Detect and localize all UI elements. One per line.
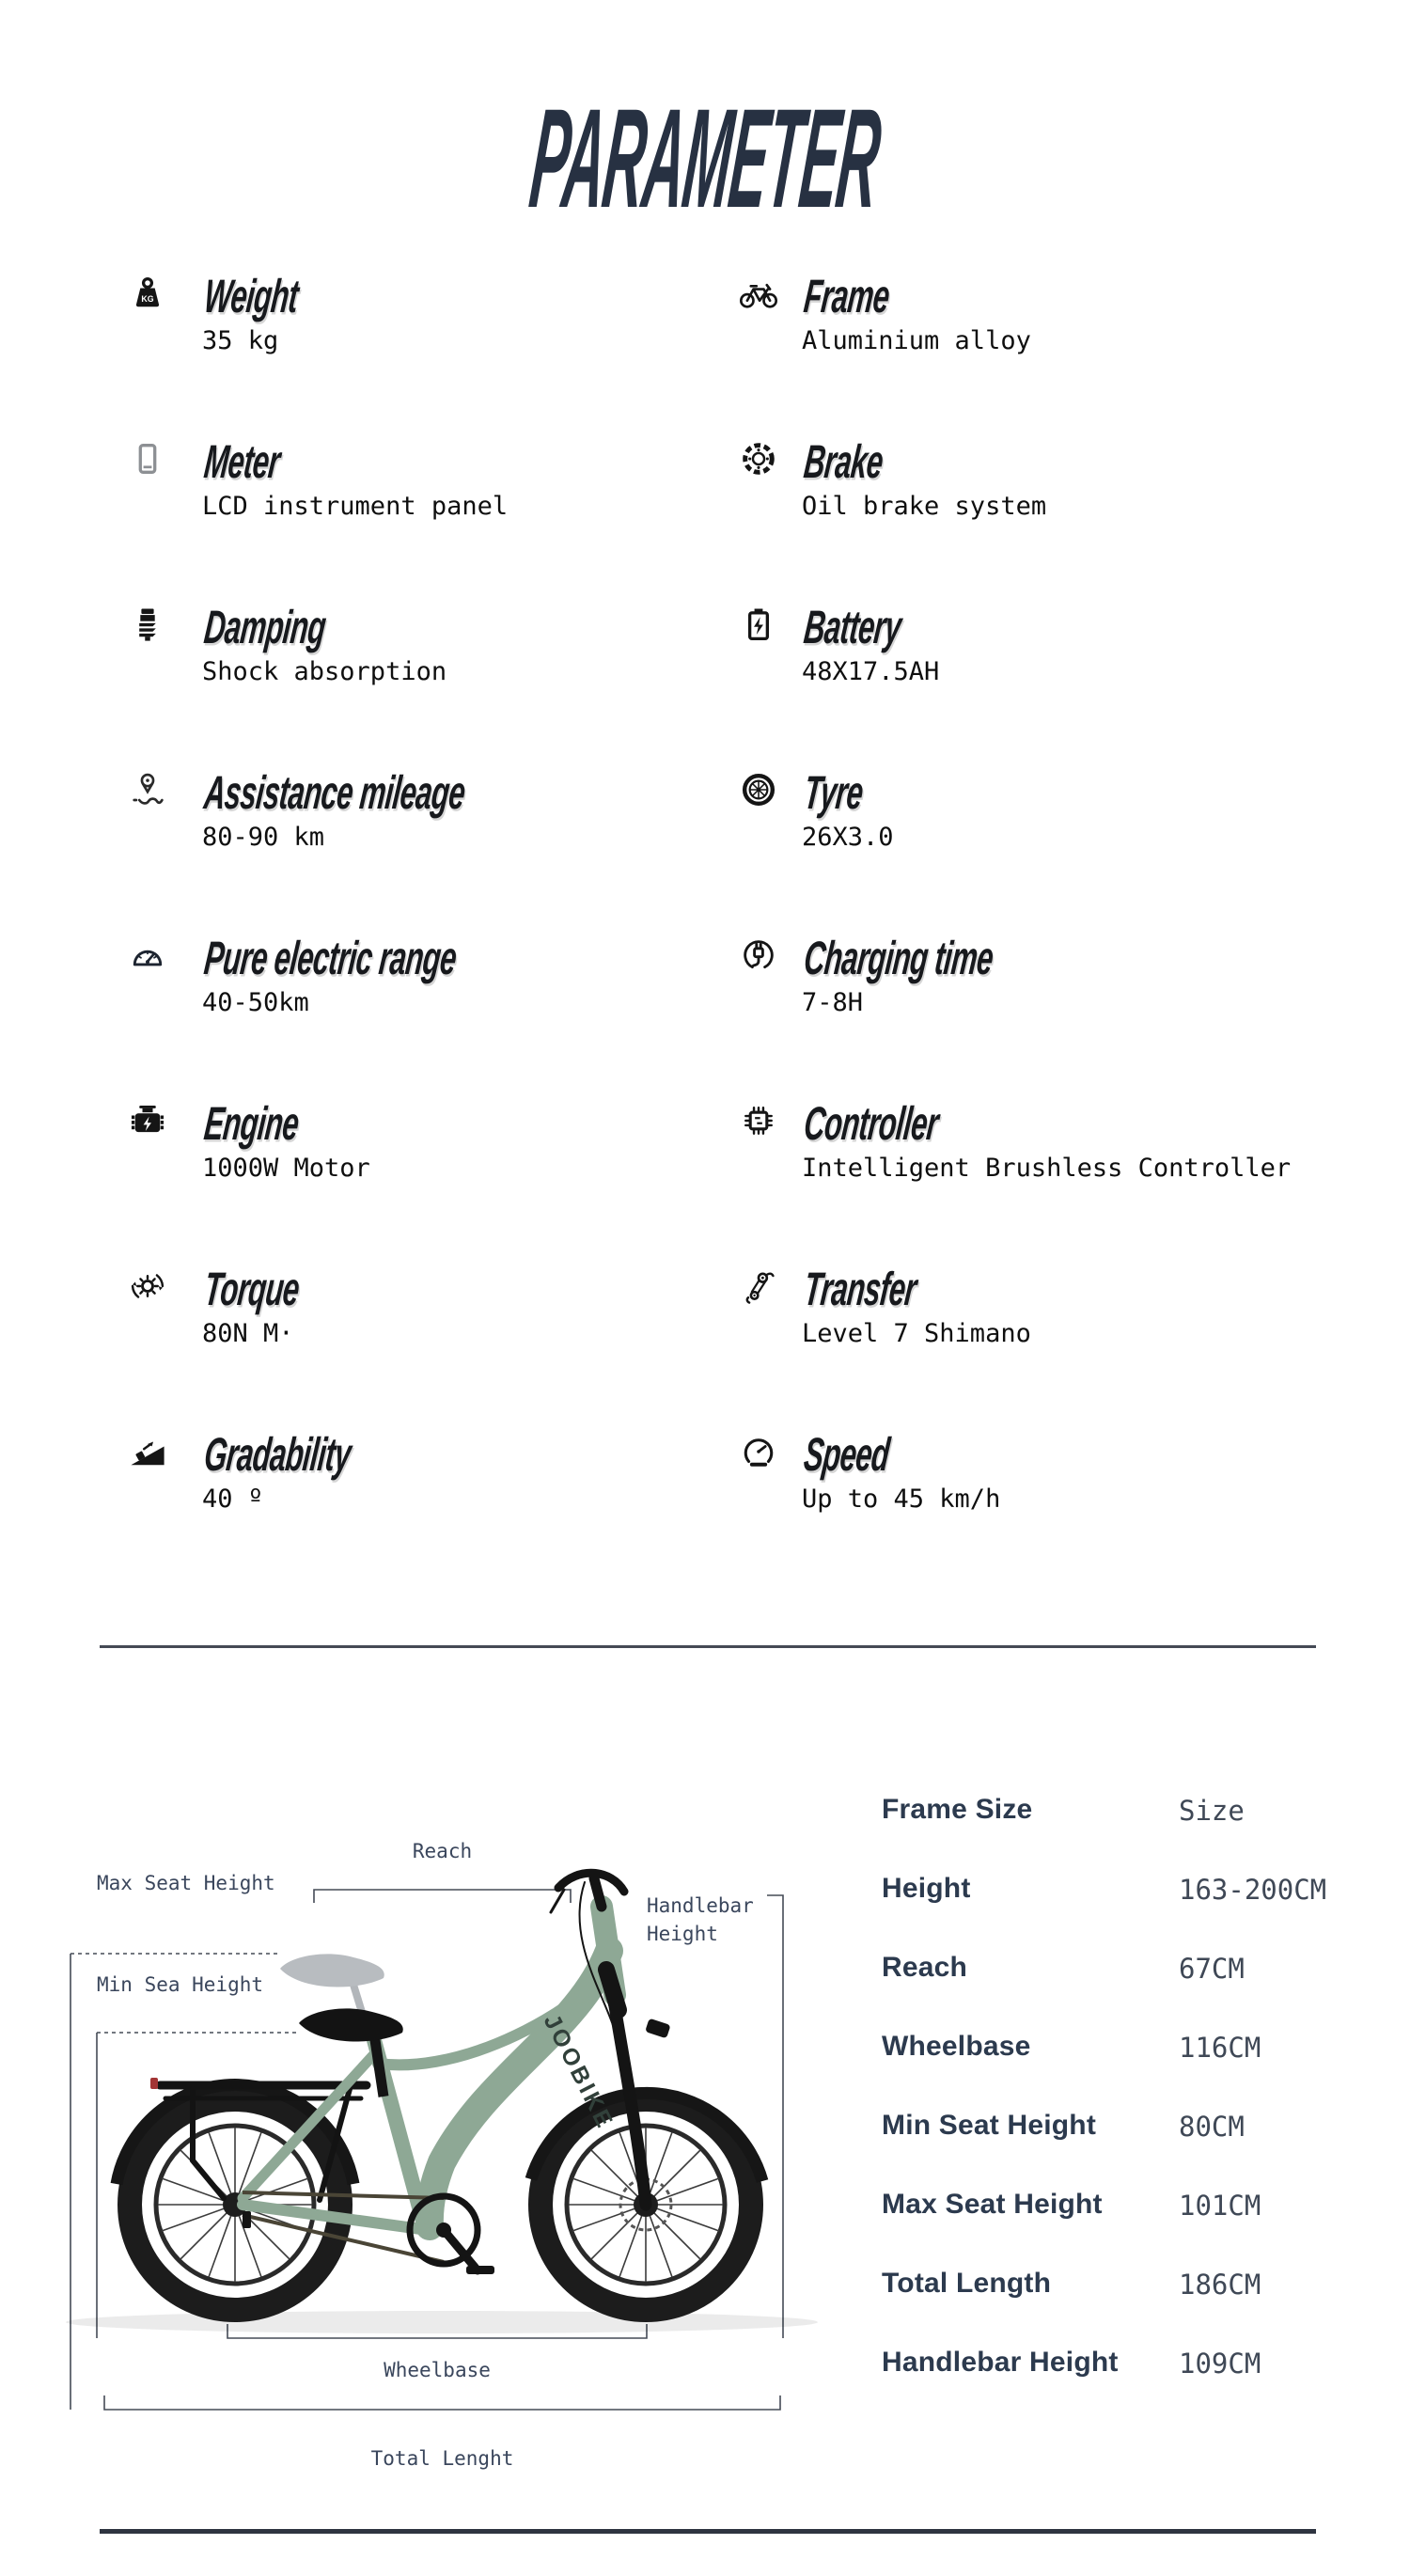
spec-label: Pure electric range	[201, 932, 460, 984]
spec-item	[127, 601, 747, 716]
spec-value: Aluminium alloy	[802, 326, 1031, 355]
spec-label: Speed	[801, 1428, 892, 1481]
annotation-total-length: Total Lenght	[370, 2447, 514, 2470]
spec-label: Frame	[801, 270, 892, 322]
spec-label: Charging time	[801, 932, 996, 984]
size-table-label: Frame Size	[882, 1794, 1033, 1825]
spec-value: 1000W Motor	[202, 1154, 370, 1183]
table-row	[882, 1952, 1371, 1989]
size-table-value: Size	[1179, 1795, 1245, 1827]
transfer-icon	[738, 1265, 779, 1307]
size-table-label: Height	[882, 1873, 971, 1904]
spec-label: Gradability	[201, 1428, 353, 1481]
page-title	[0, 79, 1410, 237]
frame-brand: JOOBIKE	[538, 2010, 619, 2134]
spec-label: Transfer	[801, 1263, 919, 1315]
spec-value: 40-50km	[202, 988, 309, 1017]
size-table-value: 67CM	[1179, 1953, 1245, 1985]
spec-value: 80-90 km	[202, 823, 325, 852]
spec-item	[127, 766, 747, 882]
table-row	[882, 1794, 1371, 1831]
spec-label: Meter	[201, 435, 283, 488]
spec-label: Battery	[801, 601, 904, 653]
spec-value: 48X17.5AH	[802, 657, 940, 686]
spec-item	[738, 270, 1358, 385]
frame-icon	[738, 273, 779, 314]
size-table-value: 163-200CM	[1179, 1874, 1327, 1906]
charging-time-icon	[738, 935, 779, 976]
spec-value: Intelligent Brushless Controller	[802, 1154, 1292, 1183]
page-title-text: PARAMETER	[524, 79, 886, 237]
annotation-reach: Reach	[412, 1840, 473, 1862]
annotation-handlebar-height: Handlebar Height	[647, 1894, 754, 1945]
spec-item	[738, 1265, 1358, 1378]
assistance-mileage-icon	[127, 769, 168, 810]
size-table-value: 186CM	[1179, 2269, 1261, 2301]
spec-value: Up to 45 km/h	[802, 1484, 1001, 1514]
spec-item	[738, 932, 1358, 1047]
spec-label: Weight	[201, 270, 301, 322]
table-row	[882, 2189, 1371, 2226]
spec-item	[738, 1097, 1358, 1213]
spec-item	[127, 1428, 747, 1544]
spec-item	[738, 766, 1358, 882]
table-row	[882, 2110, 1371, 2147]
size-table-value: 116CM	[1179, 2032, 1261, 2064]
table-row	[882, 2031, 1371, 2068]
pure-electric-range-icon	[127, 935, 168, 976]
size-table-value: 101CM	[1179, 2190, 1261, 2222]
table-row	[882, 1873, 1371, 1910]
spec-value: Shock absorption	[202, 657, 447, 686]
spec-label: Engine	[201, 1097, 302, 1150]
size-table-value: 109CM	[1179, 2348, 1261, 2380]
damping-icon	[127, 604, 168, 645]
engine-icon	[127, 1100, 168, 1141]
annotation-min-sea-height: Min Sea Height	[97, 1973, 264, 1996]
spec-item	[127, 435, 747, 551]
annotation-wheelbase: Wheelbase	[384, 2359, 491, 2381]
spec-item	[127, 932, 747, 1047]
spec-label: Assistance mileage	[201, 766, 468, 819]
size-table-label: Reach	[882, 1952, 968, 1983]
spec-label: Controller	[801, 1097, 941, 1150]
torque-icon	[127, 1265, 168, 1307]
spec-item	[738, 435, 1358, 551]
controller-icon	[738, 1100, 779, 1141]
battery-icon	[738, 604, 779, 645]
spec-item	[738, 1428, 1358, 1544]
spec-item	[127, 270, 747, 385]
spec-label: Brake	[801, 435, 885, 488]
size-table-label: Handlebar Height	[882, 2347, 1119, 2378]
svg-text:KG: KG	[141, 293, 154, 304]
spec-value: LCD instrument panel	[202, 492, 509, 521]
spec-label: Torque	[201, 1263, 302, 1315]
spec-value: 35 kg	[202, 326, 279, 355]
section-divider-top	[100, 1645, 1316, 1648]
spec-label: Damping	[201, 601, 329, 653]
annotation-max-seat-height: Max Seat Height	[97, 1872, 275, 1894]
size-table-label: Total Length	[882, 2268, 1052, 2299]
spec-item	[738, 601, 1358, 716]
meter-icon	[127, 438, 168, 479]
spec-item	[127, 1265, 747, 1378]
spec-label: Tyre	[801, 766, 866, 819]
speed-icon	[738, 1431, 779, 1472]
brake-icon	[738, 438, 779, 479]
size-table-label: Wheelbase	[882, 2031, 1031, 2062]
spec-value: 7-8H	[802, 988, 864, 1017]
spec-value: 40 º	[202, 1484, 264, 1514]
gradability-icon	[127, 1431, 168, 1472]
spec-value: Level 7 Shimano	[802, 1319, 1031, 1348]
table-row	[882, 2268, 1371, 2305]
spec-value: 80N M·	[202, 1319, 294, 1348]
spec-item	[127, 1097, 747, 1213]
spec-value: Oil brake system	[802, 492, 1047, 521]
size-table-label: Max Seat Height	[882, 2189, 1103, 2220]
size-table-value: 80CM	[1179, 2111, 1245, 2143]
size-table-label: Min Seat Height	[882, 2110, 1097, 2141]
section-divider-bottom	[100, 2529, 1316, 2534]
weight-icon	[127, 273, 168, 314]
tyre-icon	[738, 769, 779, 810]
table-row	[882, 2347, 1371, 2384]
spec-value: 26X3.0	[802, 823, 894, 852]
